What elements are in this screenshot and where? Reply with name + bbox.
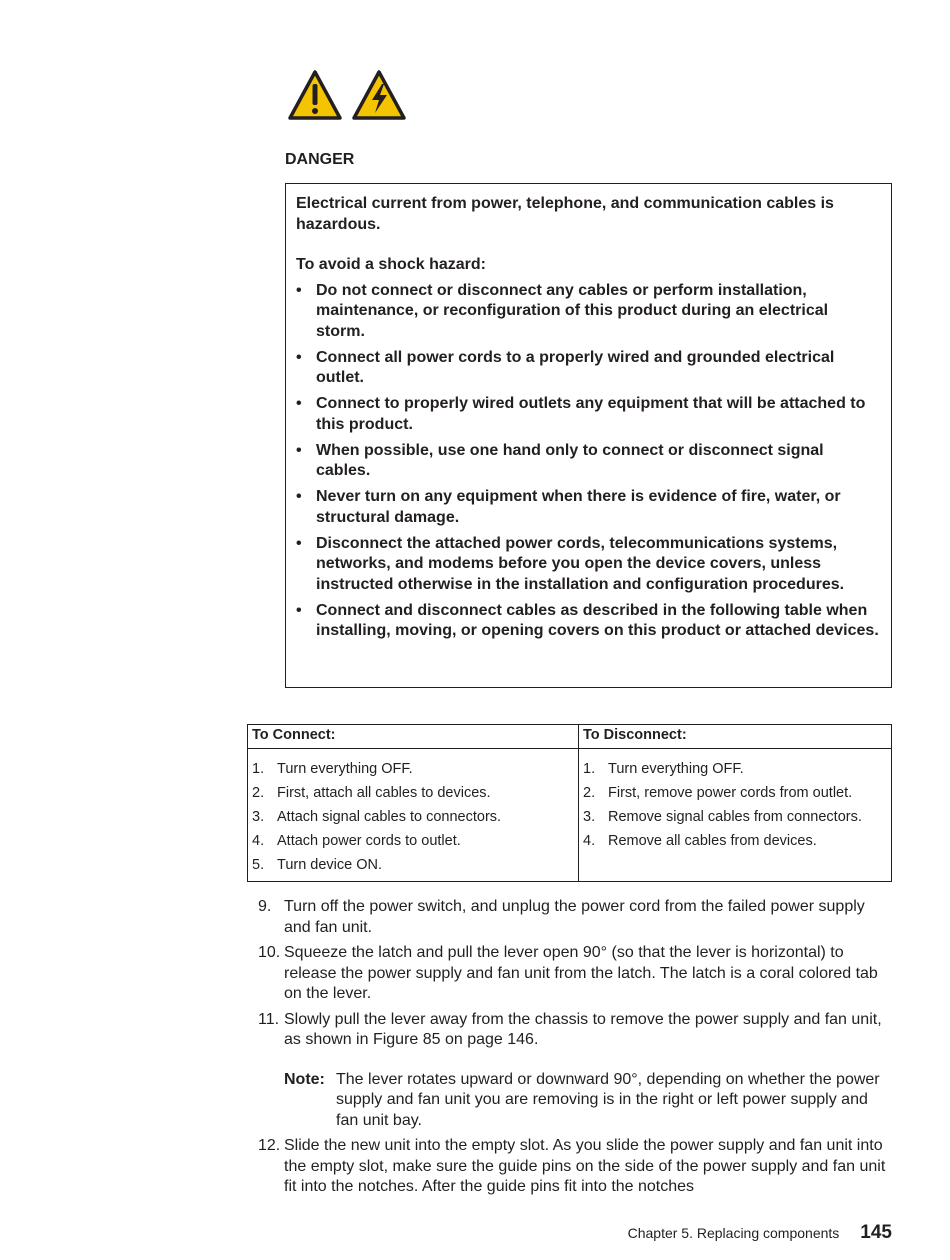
procedure-step <box>247 943 887 1005</box>
connect-step <box>252 757 574 781</box>
step-text: Attach signal cables to connectors. <box>277 809 502 825</box>
procedure-step-text: Squeeze the latch and pull the lever open 90° (so that the lever is horizontal) to release the power supply and fan unit from the latch. The latch is a coral colored tab on the lever. <box>284 944 878 1002</box>
step-text: First, remove power cords from outlet. <box>608 785 853 801</box>
connect-header: To Connect: <box>248 725 579 749</box>
step-number: 2. <box>583 785 596 801</box>
danger-list <box>296 281 879 642</box>
procedure-step-text: Turn off the power switch, and unplug the power cord from the failed power supply and fan unit. <box>284 898 865 936</box>
chapter-title: Chapter 5. Replacing components <box>627 1225 840 1241</box>
step-number: 1. <box>252 761 265 777</box>
step-text: Turn device ON. <box>277 857 383 873</box>
connect-steps-cell <box>248 749 579 882</box>
procedure-steps <box>247 897 887 1203</box>
danger-list-item: • Disconnect the attached power cords, telecommunications systems, networks, and modems before you open the device covers, unless instructed otherwise in the installation and configuration procedures. <box>296 534 879 596</box>
procedure-step-number: 10. <box>258 944 281 961</box>
procedure-step-number: 12. <box>258 1137 281 1154</box>
step-number: 2. <box>252 785 265 801</box>
danger-heading: DANGER <box>285 151 355 168</box>
procedure-step <box>247 1136 887 1198</box>
note-label: Note: <box>284 1070 325 1088</box>
connect-step <box>252 781 574 805</box>
danger-list-item: • Never turn on any equipment when there is evidence of fire, water, or structural damage. <box>296 487 879 528</box>
step-text: Turn everything OFF. <box>608 761 744 777</box>
danger-notice-box <box>285 183 892 688</box>
procedure-step-text: Slowly pull the lever away from the chassis to remove the power supply and fan unit, as shown in Figure 85 on page 146. <box>284 1010 882 1048</box>
danger-list-item: • Do not connect or disconnect any cables or perform installation, maintenance, or reconfiguration of this product during an electrical storm. <box>296 281 879 343</box>
note <box>284 1070 887 1132</box>
procedure-step-number: 9. <box>258 898 272 915</box>
danger-list-item: • Connect and disconnect cables as described in the following table when installing, moving, or opening covers on this product or attached devices. <box>296 601 879 642</box>
connect-step <box>252 829 574 853</box>
danger-list-item: • When possible, use one hand only to connect or disconnect signal cables. <box>296 441 879 482</box>
step-text: Attach power cords to outlet. <box>277 833 461 849</box>
disconnect-step <box>583 781 887 805</box>
procedure-step <box>247 1010 887 1051</box>
step-number: 1. <box>583 761 596 777</box>
disconnect-step <box>583 805 887 829</box>
procedure-step-number: 11. <box>258 1010 280 1028</box>
page-footer <box>628 1222 892 1244</box>
hazard-icons <box>287 69 407 121</box>
procedure-step-text: Slide the new unit into the empty slot. As you slide the power supply and fan unit into the empty slot, make sure the guide pins on the side of the power supply and fan unit fit into the notches. After the guide pins fit into the notches <box>284 1137 886 1195</box>
danger-avoid-heading: To avoid a shock hazard: <box>296 256 486 273</box>
procedure-step <box>247 897 887 938</box>
step-text: First, attach all cables to devices. <box>277 785 491 801</box>
note-text: The lever rotates upward or downward 90°, depending on whether the power supply and fan unit you are removing is in the right or left power supply and fan unit bay. <box>336 1070 880 1129</box>
step-number: 3. <box>583 809 596 825</box>
disconnect-steps-cell <box>579 749 892 882</box>
danger-list-item: • Connect all power cords to a properly wired and grounded electrical outlet. <box>296 348 879 389</box>
danger-intro: Electrical current from power, telephone, and communication cables is hazardous. <box>296 195 834 233</box>
connect-disconnect-table <box>247 724 892 882</box>
disconnect-step <box>583 829 887 853</box>
danger-list-item: • Connect to properly wired outlets any equipment that will be attached to this product. <box>296 394 879 435</box>
step-text: Remove signal cables from connectors. <box>608 809 862 825</box>
page-number: 145 <box>860 1222 892 1243</box>
step-number: 4. <box>252 833 265 849</box>
step-number: 4. <box>583 833 596 849</box>
step-number: 3. <box>252 809 265 825</box>
connect-step <box>252 853 574 877</box>
connect-step <box>252 805 574 829</box>
step-text: Turn everything OFF. <box>277 761 413 777</box>
caution-icon <box>287 69 343 121</box>
step-text: Remove all cables from devices. <box>608 833 817 849</box>
step-number: 5. <box>252 857 265 873</box>
disconnect-step <box>583 757 887 781</box>
electrical-hazard-icon <box>351 69 407 121</box>
disconnect-header: To Disconnect: <box>579 725 892 749</box>
